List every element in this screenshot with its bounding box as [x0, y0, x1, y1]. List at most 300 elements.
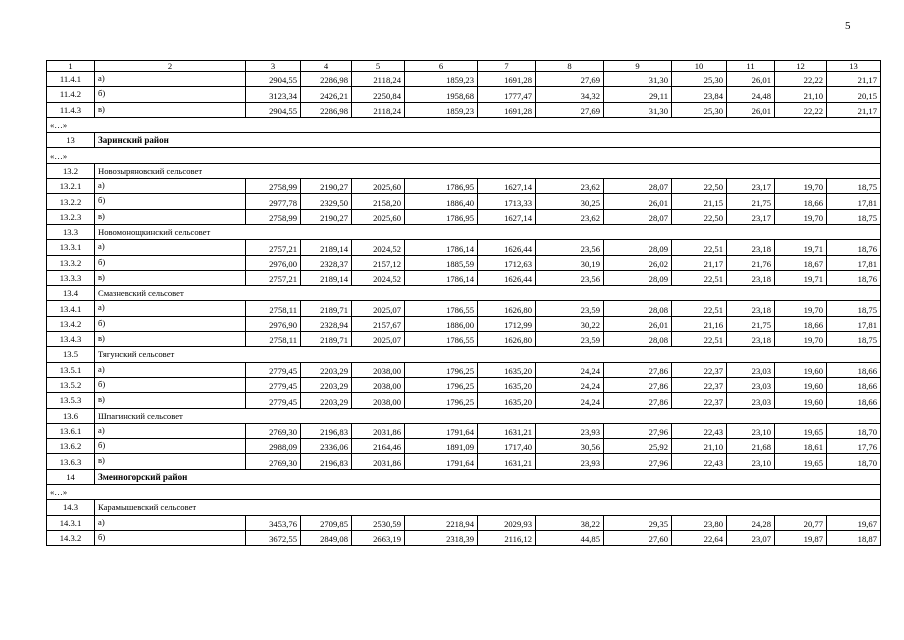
value-cell: 2029,93 [478, 515, 536, 530]
table-row [47, 209, 881, 224]
value-cell: 2286,98 [301, 72, 352, 87]
value-cell: 1635,20 [478, 393, 536, 408]
value-cell: 20,77 [775, 515, 827, 530]
row-index: 14.3.2 [47, 530, 95, 545]
settlement-name: Новозыряновский сельсовет [95, 163, 881, 178]
value-cell: 1891,09 [405, 439, 478, 454]
value-cell: 23,03 [727, 393, 775, 408]
column-number-cell: 2 [95, 61, 246, 72]
row-index: 13.5 [47, 347, 95, 362]
value-cell: 34,32 [536, 87, 604, 102]
district-row [47, 133, 881, 148]
table-row [47, 240, 881, 255]
value-cell: 19,67 [827, 515, 881, 530]
value-cell: 2157,12 [352, 255, 405, 270]
value-cell: 30,56 [536, 439, 604, 454]
value-cell: 2025,60 [352, 179, 405, 194]
column-number-cell: 13 [827, 61, 881, 72]
value-cell: 2203,29 [301, 377, 352, 392]
value-cell: 3672,55 [246, 530, 301, 545]
row-label: а) [95, 362, 246, 377]
value-cell: 1886,00 [405, 316, 478, 331]
value-cell: 26,01 [604, 316, 672, 331]
value-cell: 22,51 [672, 301, 727, 316]
value-cell: 21,17 [827, 102, 881, 117]
value-cell: 3123,34 [246, 87, 301, 102]
value-cell: 2779,45 [246, 393, 301, 408]
value-cell: 1626,80 [478, 301, 536, 316]
row-index: 13.6.2 [47, 439, 95, 454]
value-cell: 17,76 [827, 439, 881, 454]
row-label: б) [95, 87, 246, 102]
value-cell: 18,66 [827, 393, 881, 408]
row-label: в) [95, 454, 246, 469]
row-label: а) [95, 72, 246, 87]
row-index: 11.4.3 [47, 102, 95, 117]
value-cell: 1635,20 [478, 362, 536, 377]
value-cell: 23,18 [727, 301, 775, 316]
table-row [47, 362, 881, 377]
settlement-name: Тягунский сельсовет [95, 347, 881, 362]
value-cell: 2779,45 [246, 377, 301, 392]
value-cell: 26,01 [727, 72, 775, 87]
table-row [47, 194, 881, 209]
value-cell: 24,24 [536, 393, 604, 408]
value-cell: 2196,83 [301, 454, 352, 469]
row-index: 13 [47, 133, 95, 148]
value-cell: 22,43 [672, 423, 727, 438]
value-cell: 2189,14 [301, 240, 352, 255]
value-cell: 18,75 [827, 301, 881, 316]
table-row [47, 87, 881, 102]
value-cell: 2758,99 [246, 179, 301, 194]
ellipsis-cell: «…» [47, 485, 881, 500]
value-cell: 24,24 [536, 377, 604, 392]
value-cell: 22,64 [672, 530, 727, 545]
value-cell: 18,70 [827, 454, 881, 469]
value-cell: 2025,07 [352, 301, 405, 316]
value-cell: 21,17 [672, 255, 727, 270]
value-cell: 21,15 [672, 194, 727, 209]
value-cell: 2336,06 [301, 439, 352, 454]
value-cell: 23,56 [536, 240, 604, 255]
value-cell: 28,08 [604, 301, 672, 316]
column-number-cell: 7 [478, 61, 536, 72]
value-cell: 19,60 [775, 377, 827, 392]
value-cell: 2758,99 [246, 209, 301, 224]
value-cell: 2157,67 [352, 316, 405, 331]
settlement-name: Смазневский сельсовет [95, 286, 881, 301]
value-cell: 2203,29 [301, 393, 352, 408]
column-number-cell: 3 [246, 61, 301, 72]
table-row [47, 332, 881, 347]
value-cell: 2530,59 [352, 515, 405, 530]
value-cell: 28,09 [604, 270, 672, 285]
value-cell: 18,66 [775, 194, 827, 209]
row-index: 13.4.1 [47, 301, 95, 316]
district-row [47, 469, 881, 484]
value-cell: 27,69 [536, 102, 604, 117]
tariff-table [46, 60, 881, 546]
value-cell: 18,75 [827, 209, 881, 224]
value-cell: 22,50 [672, 209, 727, 224]
value-cell: 18,66 [827, 377, 881, 392]
settlement-row [47, 163, 881, 178]
value-cell: 25,92 [604, 439, 672, 454]
value-cell: 19,70 [775, 179, 827, 194]
value-cell: 22,43 [672, 454, 727, 469]
settlement-row [47, 500, 881, 515]
row-index: 11.4.1 [47, 72, 95, 87]
value-cell: 22,37 [672, 393, 727, 408]
value-cell: 2758,11 [246, 301, 301, 316]
row-index: 13.4.2 [47, 316, 95, 331]
row-label: б) [95, 316, 246, 331]
row-index: 13.3.1 [47, 240, 95, 255]
value-cell: 21,10 [672, 439, 727, 454]
value-cell: 31,30 [604, 102, 672, 117]
value-cell: 1717,40 [478, 439, 536, 454]
value-cell: 19,71 [775, 270, 827, 285]
value-cell: 1886,40 [405, 194, 478, 209]
value-cell: 23,17 [727, 209, 775, 224]
column-number-row [47, 61, 881, 72]
settlement-row [47, 224, 881, 239]
value-cell: 2976,90 [246, 316, 301, 331]
value-cell: 17,81 [827, 194, 881, 209]
value-cell: 23,03 [727, 362, 775, 377]
value-cell: 23,10 [727, 423, 775, 438]
value-cell: 23,07 [727, 530, 775, 545]
table-row [47, 316, 881, 331]
value-cell: 2849,08 [301, 530, 352, 545]
value-cell: 23,84 [672, 87, 727, 102]
value-cell: 1791,64 [405, 454, 478, 469]
column-number-cell: 10 [672, 61, 727, 72]
value-cell: 2158,20 [352, 194, 405, 209]
settlement-row [47, 347, 881, 362]
value-cell: 2024,52 [352, 270, 405, 285]
value-cell: 2218,94 [405, 515, 478, 530]
value-cell: 21,68 [727, 439, 775, 454]
value-cell: 23,18 [727, 270, 775, 285]
value-cell: 2758,11 [246, 332, 301, 347]
value-cell: 1786,14 [405, 240, 478, 255]
column-number-cell: 9 [604, 61, 672, 72]
row-index: 13.5.2 [47, 377, 95, 392]
value-cell: 18,75 [827, 332, 881, 347]
value-cell: 17,81 [827, 255, 881, 270]
row-index: 13.2.2 [47, 194, 95, 209]
value-cell: 19,60 [775, 393, 827, 408]
value-cell: 24,48 [727, 87, 775, 102]
ellipsis-cell: «…» [47, 117, 881, 132]
value-cell: 2709,85 [301, 515, 352, 530]
value-cell: 21,75 [727, 316, 775, 331]
value-cell: 26,01 [604, 194, 672, 209]
row-index: 13.4 [47, 286, 95, 301]
ellipsis-row [47, 117, 881, 132]
value-cell: 2025,60 [352, 209, 405, 224]
value-cell: 2038,00 [352, 377, 405, 392]
value-cell: 30,19 [536, 255, 604, 270]
value-cell: 1631,21 [478, 454, 536, 469]
value-cell: 19,65 [775, 423, 827, 438]
value-cell: 2988,09 [246, 439, 301, 454]
value-cell: 2426,21 [301, 87, 352, 102]
row-label: в) [95, 209, 246, 224]
value-cell: 27,86 [604, 393, 672, 408]
row-index: 13.2 [47, 163, 95, 178]
value-cell: 18,75 [827, 179, 881, 194]
value-cell: 2757,21 [246, 270, 301, 285]
value-cell: 22,37 [672, 377, 727, 392]
value-cell: 22,51 [672, 332, 727, 347]
row-label: б) [95, 255, 246, 270]
column-number-cell: 8 [536, 61, 604, 72]
value-cell: 2757,21 [246, 240, 301, 255]
value-cell: 18,70 [827, 423, 881, 438]
row-label: в) [95, 332, 246, 347]
value-cell: 23,59 [536, 332, 604, 347]
value-cell: 2038,00 [352, 362, 405, 377]
value-cell: 2190,27 [301, 179, 352, 194]
row-index: 14.3 [47, 500, 95, 515]
row-index: 13.6 [47, 408, 95, 423]
value-cell: 2250,84 [352, 87, 405, 102]
value-cell: 1885,59 [405, 255, 478, 270]
settlement-row [47, 408, 881, 423]
value-cell: 2189,71 [301, 332, 352, 347]
row-index: 13.5.1 [47, 362, 95, 377]
value-cell: 2203,29 [301, 362, 352, 377]
row-label: б) [95, 377, 246, 392]
ellipsis-row [47, 148, 881, 163]
value-cell: 2977,78 [246, 194, 301, 209]
value-cell: 26,01 [727, 102, 775, 117]
row-index: 13.6.1 [47, 423, 95, 438]
value-cell: 22,22 [775, 102, 827, 117]
row-label: а) [95, 179, 246, 194]
settlement-name: Карамышевский сельсовет [95, 500, 881, 515]
value-cell: 2318,39 [405, 530, 478, 545]
table-row [47, 515, 881, 530]
value-cell: 19,87 [775, 530, 827, 545]
settlement-name: Шпагинский сельсовет [95, 408, 881, 423]
value-cell: 2116,12 [478, 530, 536, 545]
row-label: а) [95, 301, 246, 316]
value-cell: 21,75 [727, 194, 775, 209]
value-cell: 1627,14 [478, 179, 536, 194]
value-cell: 18,76 [827, 240, 881, 255]
value-cell: 28,08 [604, 332, 672, 347]
column-number-cell: 6 [405, 61, 478, 72]
value-cell: 2164,46 [352, 439, 405, 454]
value-cell: 23,18 [727, 332, 775, 347]
value-cell: 2663,19 [352, 530, 405, 545]
value-cell: 1791,64 [405, 423, 478, 438]
value-cell: 23,62 [536, 179, 604, 194]
value-cell: 22,51 [672, 270, 727, 285]
value-cell: 1786,55 [405, 332, 478, 347]
value-cell: 1786,55 [405, 301, 478, 316]
value-cell: 1712,99 [478, 316, 536, 331]
value-cell: 28,07 [604, 179, 672, 194]
value-cell: 1713,33 [478, 194, 536, 209]
value-cell: 23,93 [536, 454, 604, 469]
value-cell: 18,66 [827, 362, 881, 377]
value-cell: 2025,07 [352, 332, 405, 347]
row-label: б) [95, 530, 246, 545]
table-row [47, 454, 881, 469]
value-cell: 2904,55 [246, 72, 301, 87]
value-cell: 1712,63 [478, 255, 536, 270]
table-row [47, 439, 881, 454]
table-row [47, 255, 881, 270]
value-cell: 26,02 [604, 255, 672, 270]
ellipsis-row [47, 485, 881, 500]
row-label: б) [95, 439, 246, 454]
row-index: 13.4.3 [47, 332, 95, 347]
table-row [47, 301, 881, 316]
value-cell: 18,67 [775, 255, 827, 270]
value-cell: 27,96 [604, 423, 672, 438]
value-cell: 27,69 [536, 72, 604, 87]
value-cell: 1777,47 [478, 87, 536, 102]
value-cell: 23,18 [727, 240, 775, 255]
row-label: в) [95, 102, 246, 117]
value-cell: 23,56 [536, 270, 604, 285]
table-row [47, 530, 881, 545]
value-cell: 21,17 [827, 72, 881, 87]
settlement-name: Новомонощкинский сельсовет [95, 224, 881, 239]
table-row [47, 377, 881, 392]
row-index: 13.2.1 [47, 179, 95, 194]
value-cell: 2328,94 [301, 316, 352, 331]
row-index: 13.3.2 [47, 255, 95, 270]
value-cell: 19,70 [775, 332, 827, 347]
value-cell: 19,70 [775, 301, 827, 316]
value-cell: 2286,98 [301, 102, 352, 117]
value-cell: 2031,86 [352, 423, 405, 438]
value-cell: 22,22 [775, 72, 827, 87]
value-cell: 1626,44 [478, 240, 536, 255]
value-cell: 20,15 [827, 87, 881, 102]
page-number: 5 [845, 20, 851, 32]
value-cell: 2769,30 [246, 454, 301, 469]
value-cell: 2769,30 [246, 423, 301, 438]
value-cell: 29,11 [604, 87, 672, 102]
value-cell: 25,30 [672, 72, 727, 87]
value-cell: 44,85 [536, 530, 604, 545]
value-cell: 2189,14 [301, 270, 352, 285]
value-cell: 1691,28 [478, 102, 536, 117]
value-cell: 22,51 [672, 240, 727, 255]
value-cell: 2031,86 [352, 454, 405, 469]
value-cell: 2196,83 [301, 423, 352, 438]
row-index: 13.6.3 [47, 454, 95, 469]
row-index: 13.2.3 [47, 209, 95, 224]
value-cell: 27,96 [604, 454, 672, 469]
value-cell: 24,28 [727, 515, 775, 530]
value-cell: 1635,20 [478, 377, 536, 392]
value-cell: 38,22 [536, 515, 604, 530]
row-index: 11.4.2 [47, 87, 95, 102]
value-cell: 28,07 [604, 209, 672, 224]
table-body [47, 61, 881, 546]
row-index: 13.3.3 [47, 270, 95, 285]
value-cell: 21,76 [727, 255, 775, 270]
table-row [47, 423, 881, 438]
value-cell: 21,16 [672, 316, 727, 331]
value-cell: 2190,27 [301, 209, 352, 224]
value-cell: 1627,14 [478, 209, 536, 224]
value-cell: 19,65 [775, 454, 827, 469]
value-cell: 1786,14 [405, 270, 478, 285]
value-cell: 22,37 [672, 362, 727, 377]
value-cell: 2118,24 [352, 72, 405, 87]
value-cell: 2328,37 [301, 255, 352, 270]
settlement-row [47, 286, 881, 301]
row-index: 14.3.1 [47, 515, 95, 530]
value-cell: 1786,95 [405, 209, 478, 224]
district-name: Змеиногорский район [95, 469, 881, 484]
value-cell: 23,80 [672, 515, 727, 530]
value-cell: 1691,28 [478, 72, 536, 87]
value-cell: 18,87 [827, 530, 881, 545]
row-label: а) [95, 423, 246, 438]
row-index: 14 [47, 469, 95, 484]
value-cell: 23,10 [727, 454, 775, 469]
value-cell: 30,25 [536, 194, 604, 209]
value-cell: 22,50 [672, 179, 727, 194]
value-cell: 30,22 [536, 316, 604, 331]
value-cell: 19,60 [775, 362, 827, 377]
table-row [47, 270, 881, 285]
value-cell: 27,86 [604, 377, 672, 392]
value-cell: 2189,71 [301, 301, 352, 316]
value-cell: 2329,50 [301, 194, 352, 209]
value-cell: 23,59 [536, 301, 604, 316]
value-cell: 1859,23 [405, 72, 478, 87]
value-cell: 27,86 [604, 362, 672, 377]
value-cell: 1859,23 [405, 102, 478, 117]
value-cell: 18,76 [827, 270, 881, 285]
district-name: Заринский район [95, 133, 881, 148]
value-cell: 21,10 [775, 87, 827, 102]
column-number-cell: 1 [47, 61, 95, 72]
value-cell: 18,66 [775, 316, 827, 331]
table-row [47, 72, 881, 87]
row-label: а) [95, 515, 246, 530]
column-number-cell: 4 [301, 61, 352, 72]
value-cell: 1796,25 [405, 377, 478, 392]
value-cell: 1626,80 [478, 332, 536, 347]
ellipsis-cell: «…» [47, 148, 881, 163]
value-cell: 1958,68 [405, 87, 478, 102]
row-label: в) [95, 270, 246, 285]
value-cell: 23,17 [727, 179, 775, 194]
value-cell: 2779,45 [246, 362, 301, 377]
value-cell: 1796,25 [405, 362, 478, 377]
value-cell: 28,09 [604, 240, 672, 255]
value-cell: 17,81 [827, 316, 881, 331]
value-cell: 23,03 [727, 377, 775, 392]
value-cell: 25,30 [672, 102, 727, 117]
column-number-cell: 12 [775, 61, 827, 72]
table-row [47, 102, 881, 117]
value-cell: 2118,24 [352, 102, 405, 117]
